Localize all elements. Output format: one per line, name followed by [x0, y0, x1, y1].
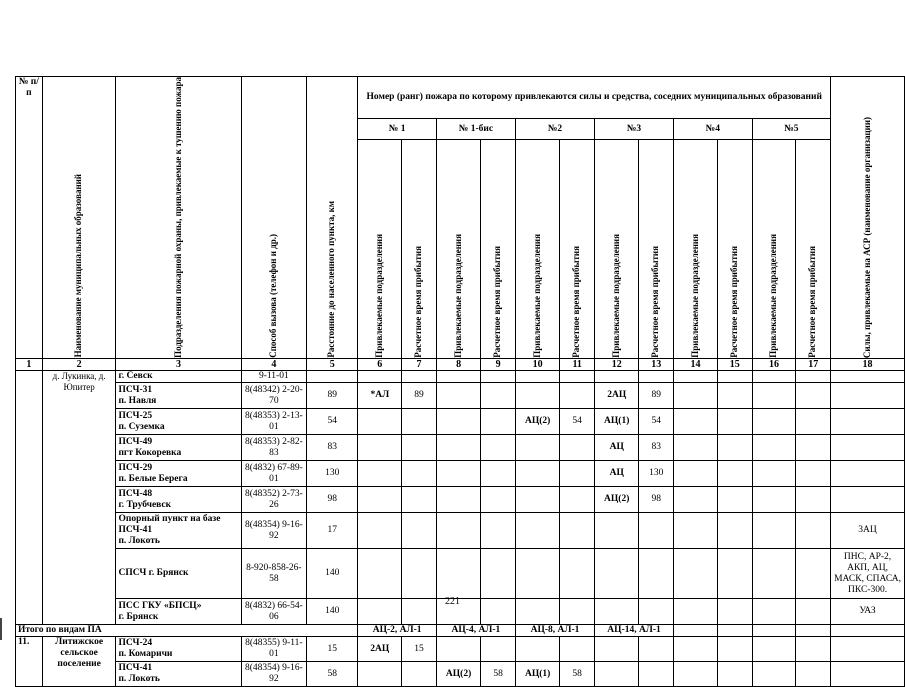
phone-cell: 8(48352) 2-73-26: [241, 487, 307, 513]
header-call-method: Способ вызова (телефон и др.): [241, 77, 307, 359]
table-row: [16, 487, 905, 513]
rank-cell: [674, 513, 718, 549]
rank-cell: [436, 513, 480, 549]
asr-cell: ПНС, АР-2, АКП, АЦ, МАСК, СПАСА, ПКС-300.: [831, 549, 905, 599]
rank-cell: [639, 513, 674, 549]
unit-location: г. Трубчевск: [118, 499, 172, 510]
rank-cell: [481, 461, 516, 487]
rank-cell: [717, 383, 752, 409]
municipality-cell: Литижское сельское поселение: [42, 637, 116, 687]
row-number: [16, 371, 43, 625]
column-number-row: [16, 358, 905, 371]
scan-edge-mark: [0, 618, 2, 640]
rank-cell: [674, 409, 718, 435]
rank-cell: [481, 409, 516, 435]
rank-cell: [674, 487, 718, 513]
totals-empty: [831, 625, 905, 637]
header-asr: Силы, привлекаемые на АСР (наименование организации): [831, 77, 905, 359]
rank-cell: [752, 435, 796, 461]
row-number: 11.: [16, 637, 43, 687]
asr-cell: [831, 662, 905, 687]
column-number: 18: [831, 358, 905, 371]
rank-cell: [796, 435, 831, 461]
phone-cell: 8(48342) 2-20-70: [241, 383, 307, 409]
rank-cell: [717, 513, 752, 549]
rank-cell: АЦ: [595, 461, 639, 487]
header-sub-unit: Привлекаемые подразделения: [595, 140, 639, 359]
column-number: 15: [717, 358, 752, 371]
rank-cell: [402, 513, 437, 549]
page-number: 221: [445, 596, 460, 607]
unit-name: ПСС ГКУ «БПСЦ»: [118, 600, 202, 611]
column-number: 4: [241, 358, 307, 371]
unit-name: Опорный пункт на базе ПСЧ-41: [118, 514, 221, 536]
rank-cell: [796, 461, 831, 487]
rank-cell: [402, 435, 437, 461]
rank-cell: [436, 371, 480, 383]
rank-cell: [796, 662, 831, 687]
column-number: 10: [515, 358, 559, 371]
rank-cell: [515, 461, 559, 487]
header-municipality: Наименование муниципальных образований: [42, 77, 116, 359]
header-sub-unit: Привлекаемые подразделения: [515, 140, 559, 359]
totals-empty: [717, 625, 752, 637]
column-number: 5: [307, 358, 358, 371]
rank-cell: [402, 549, 437, 599]
header-sub-unit: Привлекаемые подразделения: [358, 140, 402, 359]
rank-cell: 98: [639, 487, 674, 513]
rank-cell: [674, 549, 718, 599]
rank-cell: [752, 409, 796, 435]
rank-cell: [515, 487, 559, 513]
rank-cell: [481, 487, 516, 513]
rank-cell: [436, 409, 480, 435]
rank-cell: [674, 637, 718, 662]
rank-cell: [436, 487, 480, 513]
table-row: [16, 513, 905, 549]
rank-cell: [358, 435, 402, 461]
rank-cell: [717, 409, 752, 435]
phone-cell: 9-11-01: [241, 371, 307, 383]
column-number: 1: [16, 358, 43, 371]
unit-location: п. Локоть: [118, 536, 160, 547]
column-number: 2: [42, 358, 116, 371]
header-rank-1bis: № 1-бис: [436, 119, 515, 140]
rank-cell: [796, 383, 831, 409]
header-sub-time: Расчетное время прибытия: [402, 140, 437, 359]
phone-cell: 8(4832) 67-89-01: [241, 461, 307, 487]
rank-cell: [796, 487, 831, 513]
header-sub-unit: Привлекаемые подразделения: [752, 140, 796, 359]
rank-cell: АЦ(2): [515, 409, 559, 435]
rank-cell: [560, 637, 595, 662]
phone-cell: 8(4832) 66-54-06: [241, 599, 307, 625]
totals-empty: [674, 625, 718, 637]
unit-cell: [116, 435, 241, 461]
rank-cell: [358, 409, 402, 435]
totals-row: [16, 625, 905, 637]
distance-cell: 17: [307, 513, 358, 549]
rank-cell: [481, 435, 516, 461]
unit-cell: [116, 409, 241, 435]
header-rank-1: № 1: [358, 119, 437, 140]
rank-cell: [752, 637, 796, 662]
distance-cell: 58: [307, 662, 358, 687]
unit-location: п. Локоть: [118, 674, 160, 685]
rank-cell: [639, 662, 674, 687]
rank-cell: [358, 662, 402, 687]
distance-cell: [307, 371, 358, 383]
header-sub-time: Расчетное время прибытия: [796, 140, 831, 359]
rank-cell: [481, 513, 516, 549]
header-distance: Расстояние до населенного пункта, км: [307, 77, 358, 359]
rank-cell: [796, 513, 831, 549]
asr-cell: [831, 435, 905, 461]
distance-cell: 130: [307, 461, 358, 487]
unit-name: ПСЧ-48: [118, 488, 153, 499]
rank-cell: [402, 662, 437, 687]
rank-cell: [639, 549, 674, 599]
rank-cell: [515, 513, 559, 549]
asr-cell: [831, 409, 905, 435]
rank-cell: [796, 549, 831, 599]
rank-cell: [752, 383, 796, 409]
rank-cell: [752, 513, 796, 549]
asr-cell: [831, 487, 905, 513]
header-sub-time: Расчетное время прибытия: [560, 140, 595, 359]
header-rank-4: №4: [674, 119, 753, 140]
unit-cell: [116, 637, 241, 662]
distance-cell: 140: [307, 599, 358, 625]
unit-location: п. Белые Берега: [118, 473, 188, 484]
phone-cell: 8-920-858-26-58: [241, 549, 307, 599]
column-number: 3: [116, 358, 241, 371]
table-row: [16, 461, 905, 487]
rank-cell: [752, 371, 796, 383]
phone-cell: 8(48354) 9-16-92: [241, 662, 307, 687]
unit-name: ПСЧ-49: [118, 436, 153, 447]
rank-cell: [358, 461, 402, 487]
rank-cell: [717, 461, 752, 487]
rank-cell: [515, 371, 559, 383]
rank-cell: [515, 549, 559, 599]
rank-cell: [752, 662, 796, 687]
rank-cell: [560, 549, 595, 599]
column-number: 17: [796, 358, 831, 371]
rank-cell: [595, 513, 639, 549]
table-row: [16, 662, 905, 687]
asr-cell: 3АЦ: [831, 513, 905, 549]
rank-cell: 58: [481, 662, 516, 687]
column-number: 14: [674, 358, 718, 371]
header-sub-unit: Привлекаемые подразделения: [674, 140, 718, 359]
header-sub-time: Расчетное время прибытия: [639, 140, 674, 359]
rank-cell: 2АЦ: [595, 383, 639, 409]
distance-cell: 140: [307, 549, 358, 599]
rank-cell: [358, 549, 402, 599]
rank-cell: 54: [639, 409, 674, 435]
header-rank-group: Номер (ранг) пожара по которому привлекаются силы и средства, соседних муниципальных образований: [358, 77, 831, 119]
rank-cell: АЦ(1): [515, 662, 559, 687]
rank-cell: [515, 383, 559, 409]
rank-cell: *АЛ: [358, 383, 402, 409]
distance-cell: 15: [307, 637, 358, 662]
unit-cell: [116, 461, 241, 487]
unit-name: ПСЧ-25: [118, 410, 153, 421]
phone-cell: 8(48353) 2-13-01: [241, 409, 307, 435]
unit-name: ПСЧ-41: [118, 663, 153, 674]
totals-label: Итого по видам ПА: [16, 625, 358, 637]
unit-name: г. Севск: [118, 371, 153, 382]
distance-cell: 54: [307, 409, 358, 435]
unit-location: п. Суземка: [118, 421, 165, 432]
rank-cell: [560, 435, 595, 461]
rank-cell: 83: [639, 435, 674, 461]
table-row: [16, 409, 905, 435]
rank-cell: [717, 435, 752, 461]
column-number: 9: [481, 358, 516, 371]
distance-cell: 83: [307, 435, 358, 461]
rank-cell: [639, 637, 674, 662]
rank-cell: [436, 461, 480, 487]
header-rank-5: №5: [752, 119, 831, 140]
rank-cell: [717, 487, 752, 513]
header-units: Подразделения пожарной охраны, привлекаемые к тушению пожара: [116, 77, 241, 359]
rank-cell: 58: [560, 662, 595, 687]
unit-location: п. Навля: [118, 395, 157, 406]
header-rank-2: №2: [515, 119, 594, 140]
rank-cell: [796, 409, 831, 435]
unit-name: ПСЧ-31: [118, 384, 153, 395]
rank-cell: 130: [639, 461, 674, 487]
totals-empty: [796, 625, 831, 637]
rank-cell: [717, 371, 752, 383]
rank-cell: [481, 549, 516, 599]
rank-cell: [402, 461, 437, 487]
table-row: [16, 549, 905, 599]
rank-cell: АЦ(2): [595, 487, 639, 513]
rank-cell: [560, 487, 595, 513]
rank-cell: 15: [402, 637, 437, 662]
column-number: 16: [752, 358, 796, 371]
column-number: 11: [560, 358, 595, 371]
column-number: 8: [436, 358, 480, 371]
header-rank-3: №3: [595, 119, 674, 140]
rank-cell: [595, 637, 639, 662]
table-row: [16, 383, 905, 409]
rank-cell: [595, 662, 639, 687]
rank-cell: [752, 487, 796, 513]
rank-cell: [436, 637, 480, 662]
unit-cell: [116, 383, 241, 409]
rank-cell: 54: [560, 409, 595, 435]
rank-cell: [717, 637, 752, 662]
rank-cell: [752, 461, 796, 487]
header-sub-time: Расчетное время прибытия: [481, 140, 516, 359]
totals-rank1: АЦ-2, АЛ-1: [358, 625, 437, 637]
rank-cell: [595, 371, 639, 383]
asr-cell: [831, 461, 905, 487]
rank-cell: [796, 637, 831, 662]
unit-location: п. Комаричи: [118, 649, 173, 660]
asr-cell: [831, 383, 905, 409]
rank-cell: [402, 371, 437, 383]
unit-location: пгт Кокоревка: [118, 447, 182, 458]
rank-cell: [674, 461, 718, 487]
totals-rank3: АЦ-14, АЛ-1: [595, 625, 674, 637]
rank-cell: [481, 371, 516, 383]
rank-cell: [358, 487, 402, 513]
totals-rank1bis: АЦ-4, АЛ-1: [436, 625, 515, 637]
rank-cell: [436, 549, 480, 599]
rank-cell: [560, 383, 595, 409]
distance-cell: 98: [307, 487, 358, 513]
rank-cell: 89: [402, 383, 437, 409]
rank-cell: 2АЦ: [358, 637, 402, 662]
asr-cell: [831, 637, 905, 662]
rank-cell: [560, 371, 595, 383]
unit-name: ПСЧ-29: [118, 462, 153, 473]
unit-cell: [116, 371, 241, 383]
rank-cell: [639, 371, 674, 383]
rank-cell: [515, 637, 559, 662]
municipality-cell: д. Лукинка, д. Юпитер: [42, 371, 116, 625]
rank-cell: [515, 435, 559, 461]
asr-cell: [831, 371, 905, 383]
rank-cell: [358, 513, 402, 549]
unit-cell: [116, 487, 241, 513]
rank-cell: [674, 662, 718, 687]
column-number: 6: [358, 358, 402, 371]
header-number: № п/п: [16, 77, 43, 359]
phone-cell: 8(48355) 9-11-01: [241, 637, 307, 662]
rank-cell: АЦ(2): [436, 662, 480, 687]
table-row: [16, 637, 905, 662]
totals-empty: [752, 625, 796, 637]
unit-location: г. Брянск: [118, 611, 159, 622]
rank-cell: [436, 435, 480, 461]
rank-cell: [595, 549, 639, 599]
rank-cell: [560, 513, 595, 549]
column-number: 12: [595, 358, 639, 371]
rank-cell: [402, 409, 437, 435]
rank-cell: 89: [639, 383, 674, 409]
rank-cell: [481, 383, 516, 409]
totals-rank2: АЦ-8, АЛ-1: [515, 625, 594, 637]
rank-cell: [752, 549, 796, 599]
rank-cell: АЦ(1): [595, 409, 639, 435]
rank-cell: [358, 371, 402, 383]
table-row: [16, 435, 905, 461]
column-number: 13: [639, 358, 674, 371]
asr-cell: УАЗ: [831, 599, 905, 625]
unit-cell: [116, 662, 241, 687]
rank-cell: [436, 383, 480, 409]
rank-cell: [674, 383, 718, 409]
header-sub-time: Расчетное время прибытия: [717, 140, 752, 359]
rank-cell: [796, 371, 831, 383]
phone-cell: 8(48353) 2-82-83: [241, 435, 307, 461]
rank-cell: [674, 371, 718, 383]
unit-cell: [116, 513, 241, 549]
rank-cell: [717, 549, 752, 599]
rank-cell: [402, 487, 437, 513]
rank-cell: [717, 662, 752, 687]
column-number: 7: [402, 358, 437, 371]
rank-cell: [481, 637, 516, 662]
rank-cell: [560, 461, 595, 487]
unit-cell: [116, 549, 241, 599]
header-sub-unit: Привлекаемые подразделения: [436, 140, 480, 359]
table-row: [16, 371, 905, 383]
unit-name: СПСЧ г. Брянск: [118, 568, 189, 579]
unit-name: ПСЧ-24: [118, 638, 153, 649]
phone-cell: 8(48354) 9-16-92: [241, 513, 307, 549]
distance-cell: 89: [307, 383, 358, 409]
rank-cell: АЦ: [595, 435, 639, 461]
rank-cell: [674, 435, 718, 461]
table-body: [16, 371, 905, 687]
